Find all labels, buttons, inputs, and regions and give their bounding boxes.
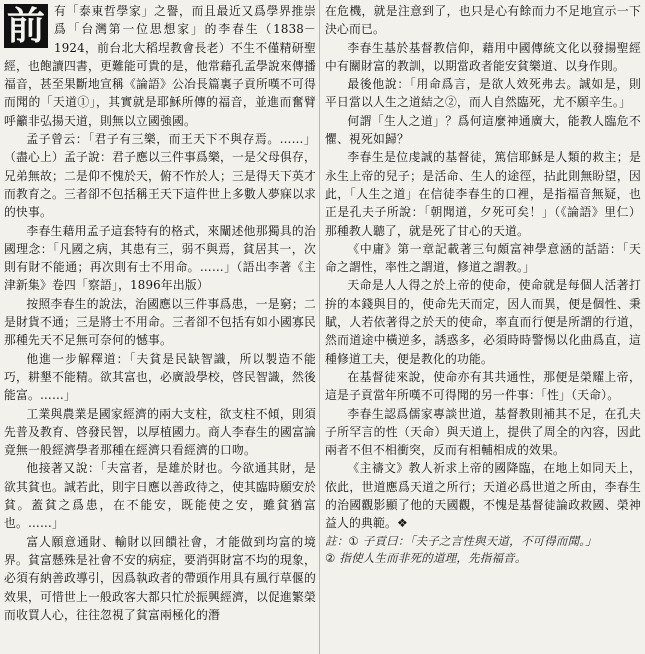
paragraph-16: 在基督徒來說，使命亦有其共通性，那便是榮耀上帝，這是子貢當年所嘆不可得聞的另一件事：「性」（天命）。 — [325, 369, 641, 403]
handwritten-note-1: 註：① 子貢曰：「夫子之言性與天道，不可得而聞。」 — [325, 533, 597, 548]
drop-cap: 前 — [4, 4, 48, 48]
paragraph-14: 《中庸》第一章記載著三句頗富神學意涵的話語：「天命之謂性，率性之謂道，修道之謂教。」 — [325, 241, 641, 275]
paragraph-15: 天命是人人得之於上帝的使命，使命就是每個人活著打拚的本錢與目的，使命先天而定，因人而異，便是個性、秉賦，人若依著得之於天的使命，率直而行便是所謂的行道，然而道途中橫逆多，誘惑多，必須時時警惕以化曲爲直，這種修道工夫，便是教化的功能。 — [325, 278, 641, 366]
paragraph-17: 李春生認爲儒家專談世道，基督教則補其不足，在孔夫子所罕言的性（天命）與天道上，提供了周全的內容，因此兩者不但不相衝突，反而有相輔相成的效果。 — [325, 406, 641, 458]
paragraph-1: 有「泰東哲學家」之譽，而且最近又爲學界推崇爲「台灣第一位思想家」的李春生（1838－1924，前台北大稻埕教會長老）不生不僅精研聖經，也飽讀四書，更難能可貴的是，他常藉孔孟學說來傳播福音，甚至果斷地宣稱《論語》公冶長篇裏子貢所嘆不可得而聞的「天道①」，其實就是耶穌所傳的福音，並進而奮臂呼籲非弘揚天道，則無以立國強國。 — [4, 4, 316, 128]
opening-paragraph-block — [4, 2, 316, 130]
paragraph-7: 他接著又說：「夫富者，是雄於財也。今欲通其財，是欲其貧也。誠若此，則宇日應以善政待之，使其臨時願安於貧。蓋貧之爲患，在不能安，既能使之安，雖貧猶富也。……」 — [4, 461, 316, 531]
paragraph-2: 孟子曾云：「君子有三樂，而王天下不與存焉。……」（盡心上）孟子說：君子應以三件事爲樂，一是父母俱存，兄弟無故；二是仰不愧於天，俯不怍於人；三是得天下英才而教育之。三者卻不包括稱王天下這件世上多數人夢寐以求的快事。 — [4, 132, 316, 220]
right-column — [325, 2, 641, 567]
handwritten-note-2: ② 指使人生而非死的道理，先指福音。 — [325, 550, 527, 565]
left-column — [4, 2, 316, 624]
column-divider — [319, 0, 320, 654]
paragraph-9: 在危機，就是注意到了，也只是心有餘而力不足地宣示一下決心而已。 — [325, 4, 641, 37]
paragraph-4: 按照李春生的說法，治國應以三件事爲患，一是窮；二是財貨不通；三是將士不用命。三者卻不包括有如小國寡民那種先天不足無可奈何的憾事。 — [4, 296, 316, 348]
paragraph-12: 何謂「生人之道」？爲何這麼神通廣大，能教人臨危不懼、視死如歸？ — [325, 113, 641, 147]
end-mark-icon: ❖ — [396, 516, 408, 531]
paragraph-10: 李春生基於基督教信仰，藉用中國傳統文化以發揚聖經中有關財富的教訓，以期當政者能安貧樂道、以身作則。 — [325, 40, 641, 73]
paragraph-3: 李春生藉用孟子這套特有的格式，來闡述他那獨具的治國理念：「凡國之病，其患有三，弱不與焉，貧居其一，次則有財不能通；再次則有士不用命。……」（語出李著《主津新集》卷四「察語」，1896年出版） — [4, 223, 316, 293]
paragraph-6: 工業與農業是國家經濟的兩大支柱，欲支柱不傾，則須先普及教育、啓發民智，以厚植國力。商人李春生的國富論竟無一般經濟學者那種在經濟只看經濟的口吻。 — [4, 406, 316, 458]
closing-paragraph-text: 《主禱文》教人祈求上帝的國降臨，在地上如同天上，依此，世道應爲天道之所行；天道必爲世道之所由，李春生的治國觀影顯了他的天國觀，不愧是基督徒論政救國、榮神益人的典範。 — [325, 461, 641, 531]
paragraph-5: 他進一步解釋道：「夫貧是民缺智識，所以製造不能巧，耕墾不能精。欲其富也，必廣設學校，啓民智識，然後能富。……」 — [4, 351, 316, 403]
paragraph-18 — [325, 459, 641, 532]
paragraph-11: 最後他說：「用命爲言，是欲人效死弗去。誠如是，則平日當以人生之道結之②，而人自然臨死，尤不願辛生。」 — [325, 77, 641, 110]
paragraph-13: 李春生是位虔誠的基督徒，篤信耶穌是人類的救主；是永生上帝的兒子；是活命、生人的途徑，拈此則無盼望，因此，「人生之道」在信徒李春生的口裡，是指福音無疑，也正是孔夫子所說：「朝聞道，夕死可矣！」（《論語》里仁）那種教人聽了，就是死了甘心的天道。 — [325, 150, 641, 238]
paragraph-8: 富人願意通財、輸財以回饋社會，才能做到均富的境界。貧富懸殊是社會不安的病症，要消弭財富不均的現象，必須有納善政導引，因爲執政者的帶頭作用具有風行草偃的效果，可惜世上一般政客大都只忙於振興經濟，以促進繁榮而收買人心，往往忽視了貧富兩極化的潛 — [4, 534, 316, 622]
